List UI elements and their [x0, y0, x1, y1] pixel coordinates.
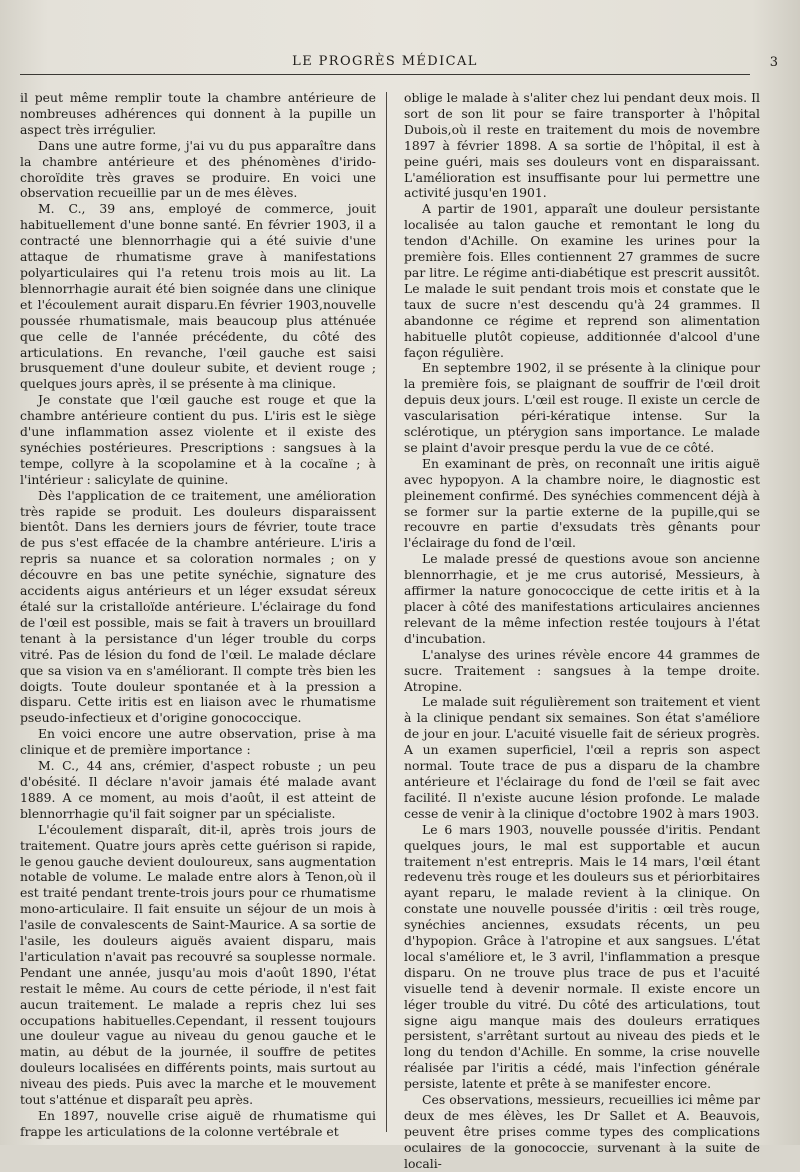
text-columns [20, 90, 760, 1171]
paragraph: M. C., 44 ans, crémier, d'aspect robuste ; un peu d'obésité. Il déclare n'avoir jamais été malade avant 1889. A ce moment, au mois d'août, il est atteint de blennorrhagie qu'il fait soigner par un spécialiste. [20, 758, 376, 821]
right-column [404, 90, 760, 1171]
paragraph: En examinant de près, on reconnaît une iritis aiguë avec hypopyon. A la chambre noire, le diagnostic est pleinement confirmé. Des synéchies commencent déjà à se former sur la partie externe de la pupille,qui se recouvre en partie d'exsudats très gênants pour l'éclairage du fond de l'œil. [404, 455, 760, 551]
paragraph: Dès l'application de ce traitement, une amélioration très rapide se produit. Les douleurs disparaissent bientôt. Dans les derniers jours de février, toute trace de pus s'est effacée de la chambre antérieure. L'iris a repris sa nuance et sa coloration normales ; on y découvre en bas une petite synéchie, signature des accidents aigus antérieurs et un léger exsudat séreux étalé sur la cristalloïde antérieure. L'éclairage du fond de l'œil est possible, mais se fait à travers un brouillard tenant à la persistance d'un léger trouble du corps vitré. Pas de lésion du fond de l'œil. Le malade déclare que sa vision va en s'améliorant. Il compte très bien les doigts. Toute douleur spontanée et à la pression a disparu. Cette iritis est en liaison avec le rhumatisme pseudo-infectieux et d'origine gonococcique. [20, 487, 376, 726]
paragraph: L'écoulement disparaît, dit-il, après trois jours de traitement. Quatre jours après cette guérison si rapide, le genou gauche devient douloureux, sans augmentation notable de volume. Le malade entre alors à Tenon,où il est traité pendant trente-trois jours pour ce rhumatisme mono-articulaire. Il fait ensuite un séjour de un mois à l'asile de convalescents de Saint-Maurice. A sa sortie de l'asile, les douleurs aiguës avaient disparu, mais l'articulation n'avait pas recouvré sa souplesse normale. Pendant une année, jusqu'au mois d'août 1890, l'état restait le même. Au cours de cette période, il n'est fait aucun traitement. Le malade a repris chez lui ses occupations habituelles.Cependant, il ressent toujours une douleur vague au niveau du genou gauche et le matin, au début de la journée, il souffre de petites douleurs localisées en différents points, mais surtout au niveau des pieds. Puis avec la marche et le mouvement tout s'atténue et disparaît peu après. [20, 821, 376, 1108]
paragraph: En 1897, nouvelle crise aiguë de rhumatisme qui frappe les articulations de la colonne vertébrale et [20, 1108, 376, 1139]
paragraph: En voici encore une autre observation, prise à ma clinique et de première importance : [20, 726, 376, 758]
page-number: 3 [769, 55, 778, 70]
paragraph: Le 6 mars 1903, nouvelle poussée d'iritis. Pendant quelques jours, le mal est supportable et aucun traitement n'est entrepris. Mais le 14 mars, l'œil étant redevenu très rouge et les douleurs sus et périorbitaires ayant reparu, le malade revient à la clinique. On constate une nouvelle poussée d'iritis : œil très rouge, synéchies anciennes, exsudats récents, un peu d'hypopion. Grâce à l'atropine et aux sangsues. L'état local s'améliore et, le 3 avril, l'inflammation a presque disparu. On ne trouve plus trace de pus et l'acuité visuelle tend à devenir normale. Il existe encore un léger trouble du vitré. Du côté des articulations, tout signe aigu manque mais des douleurs erratiques persistent, s'arrêtant surtout au niveau des pieds et le long du tendon d'Achille. En somme, la crise nouvelle réalisée par l'iritis a cédé, mais l'infection générale persiste, latente et prête à se manifester encore. [404, 821, 760, 1092]
paragraph: M. C., 39 ans, employé de commerce, jouit habituellement d'une bonne santé. En février 1903, il a contracté une blennorrhagie qui a été suivie d'une attaque de rhumatisme grave à manifestations polyarticulaires qui l'a retenu trois mois au lit. La blennorrhagie aurait été bien soignée dans une clinique et l'écoulement aurait disparu.En février 1903,nouvelle poussée rhumatismale, mais beaucoup plus atténuée que celle de l'année précédente, du côté des articulations. En revanche, l'œil gauche est saisi brusquement d'une douleur subite, et devient rouge ; quelques jours après, il se présente à ma clinique. [20, 201, 376, 392]
left-column [20, 90, 376, 1140]
paragraph: Dans une autre forme, j'ai vu du pus apparaître dans la chambre antérieure et des phénomènes d'irido-choroïdite très graves se produire. En voici une observation recueillie par un de mes élèves. [20, 137, 376, 201]
paragraph: En septembre 1902, il se présente à la clinique pour la première fois, se plaignant de souffrir de l'œil droit depuis deux jours. L'œil est rouge. Il existe un cercle de vascularisation péri-kératique intense. Sur la sclérotique, un ptérygion sans importance. Le malade se plaint d'avoir presque perdu la vue de ce côté. [404, 360, 760, 455]
running-title: LE PROGRÈS MÉDICAL [292, 54, 478, 69]
paragraph: Le malade pressé de questions avoue son ancienne blennorrhagie, et je me crus autorisé, Messieurs, à affirmer la nature gonococcique de cette iritis et à la placer à côté des manifestations articulaires anciennes relevant de la même infection restée toujours à l'état d'incubation. [404, 551, 760, 646]
paragraph: Je constate que l'œil gauche est rouge et que la chambre antérieure contient du pus. L'iris est le siège d'une inflammation assez violente et il existe des synéchies postérieures. Prescriptions : sangsues à la tempe, collyre à la scopolamine et à la cocaïne ; à l'intérieur : salicylate de quinine. [20, 392, 376, 487]
paragraph: il peut même remplir toute la chambre antérieure de nombreuses adhérences qui donnent à la pupille un aspect très irrégulier. [20, 90, 376, 137]
paragraph: A partir de 1901, apparaît une douleur persistante localisée au talon gauche et remontant le long du tendon d'Achille. On examine les urines pour la première fois. Elles contiennent 27 grammes de sucre par litre. Le régime anti-diabétique est prescrit aussitôt. Le malade le suit pendant trois mois et constate que le taux de sucre n'est descendu qu'à 24 grammes. Il abandonne ce régime et reprend son alimentation habituelle plutôt copieuse, additionnée d'alcool d'une façon régulière. [404, 201, 760, 360]
paragraph: L'analyse des urines révèle encore 44 grammes de sucre. Traitement : sangsues à la tempe droite. Atropine. [404, 646, 760, 694]
paragraph: Ces observations, messieurs, recueillies ici même par deux de mes élèves, les Dr Sallet et A. Beauvois, peuvent être prises comme types des complications oculaires de la gonococcie, survenant à la suite de locali- [404, 1092, 760, 1171]
paragraph: oblige le malade à s'aliter chez lui pendant deux mois. Il sort de son lit pour se faire transporter à l'hôpital Dubois,où il reste en traitement du mois de novembre 1897 à février 1898. A sa sortie de l'hôpital, il est à peine guéri, mais ses douleurs vont en disparaissant. L'amélioration est insuffisante pour lui permettre une activité jusqu'en 1901. [404, 90, 760, 201]
paragraph: Le malade suit régulièrement son traitement et vient à la clinique pendant six semaines. Son état s'améliore de jour en jour. L'acuité visuelle fait de sérieux progrès. A un examen superficiel, l'œil a repris son aspect normal. Toute trace de pus a disparu de la chambre antérieure et l'éclairage du fond de l'œil se fait avec facilité. Il n'existe aucune lésion profonde. Le malade cesse de venir à la clinique d'octobre 1902 à mars 1903. [404, 694, 760, 821]
page-header [20, 52, 778, 75]
